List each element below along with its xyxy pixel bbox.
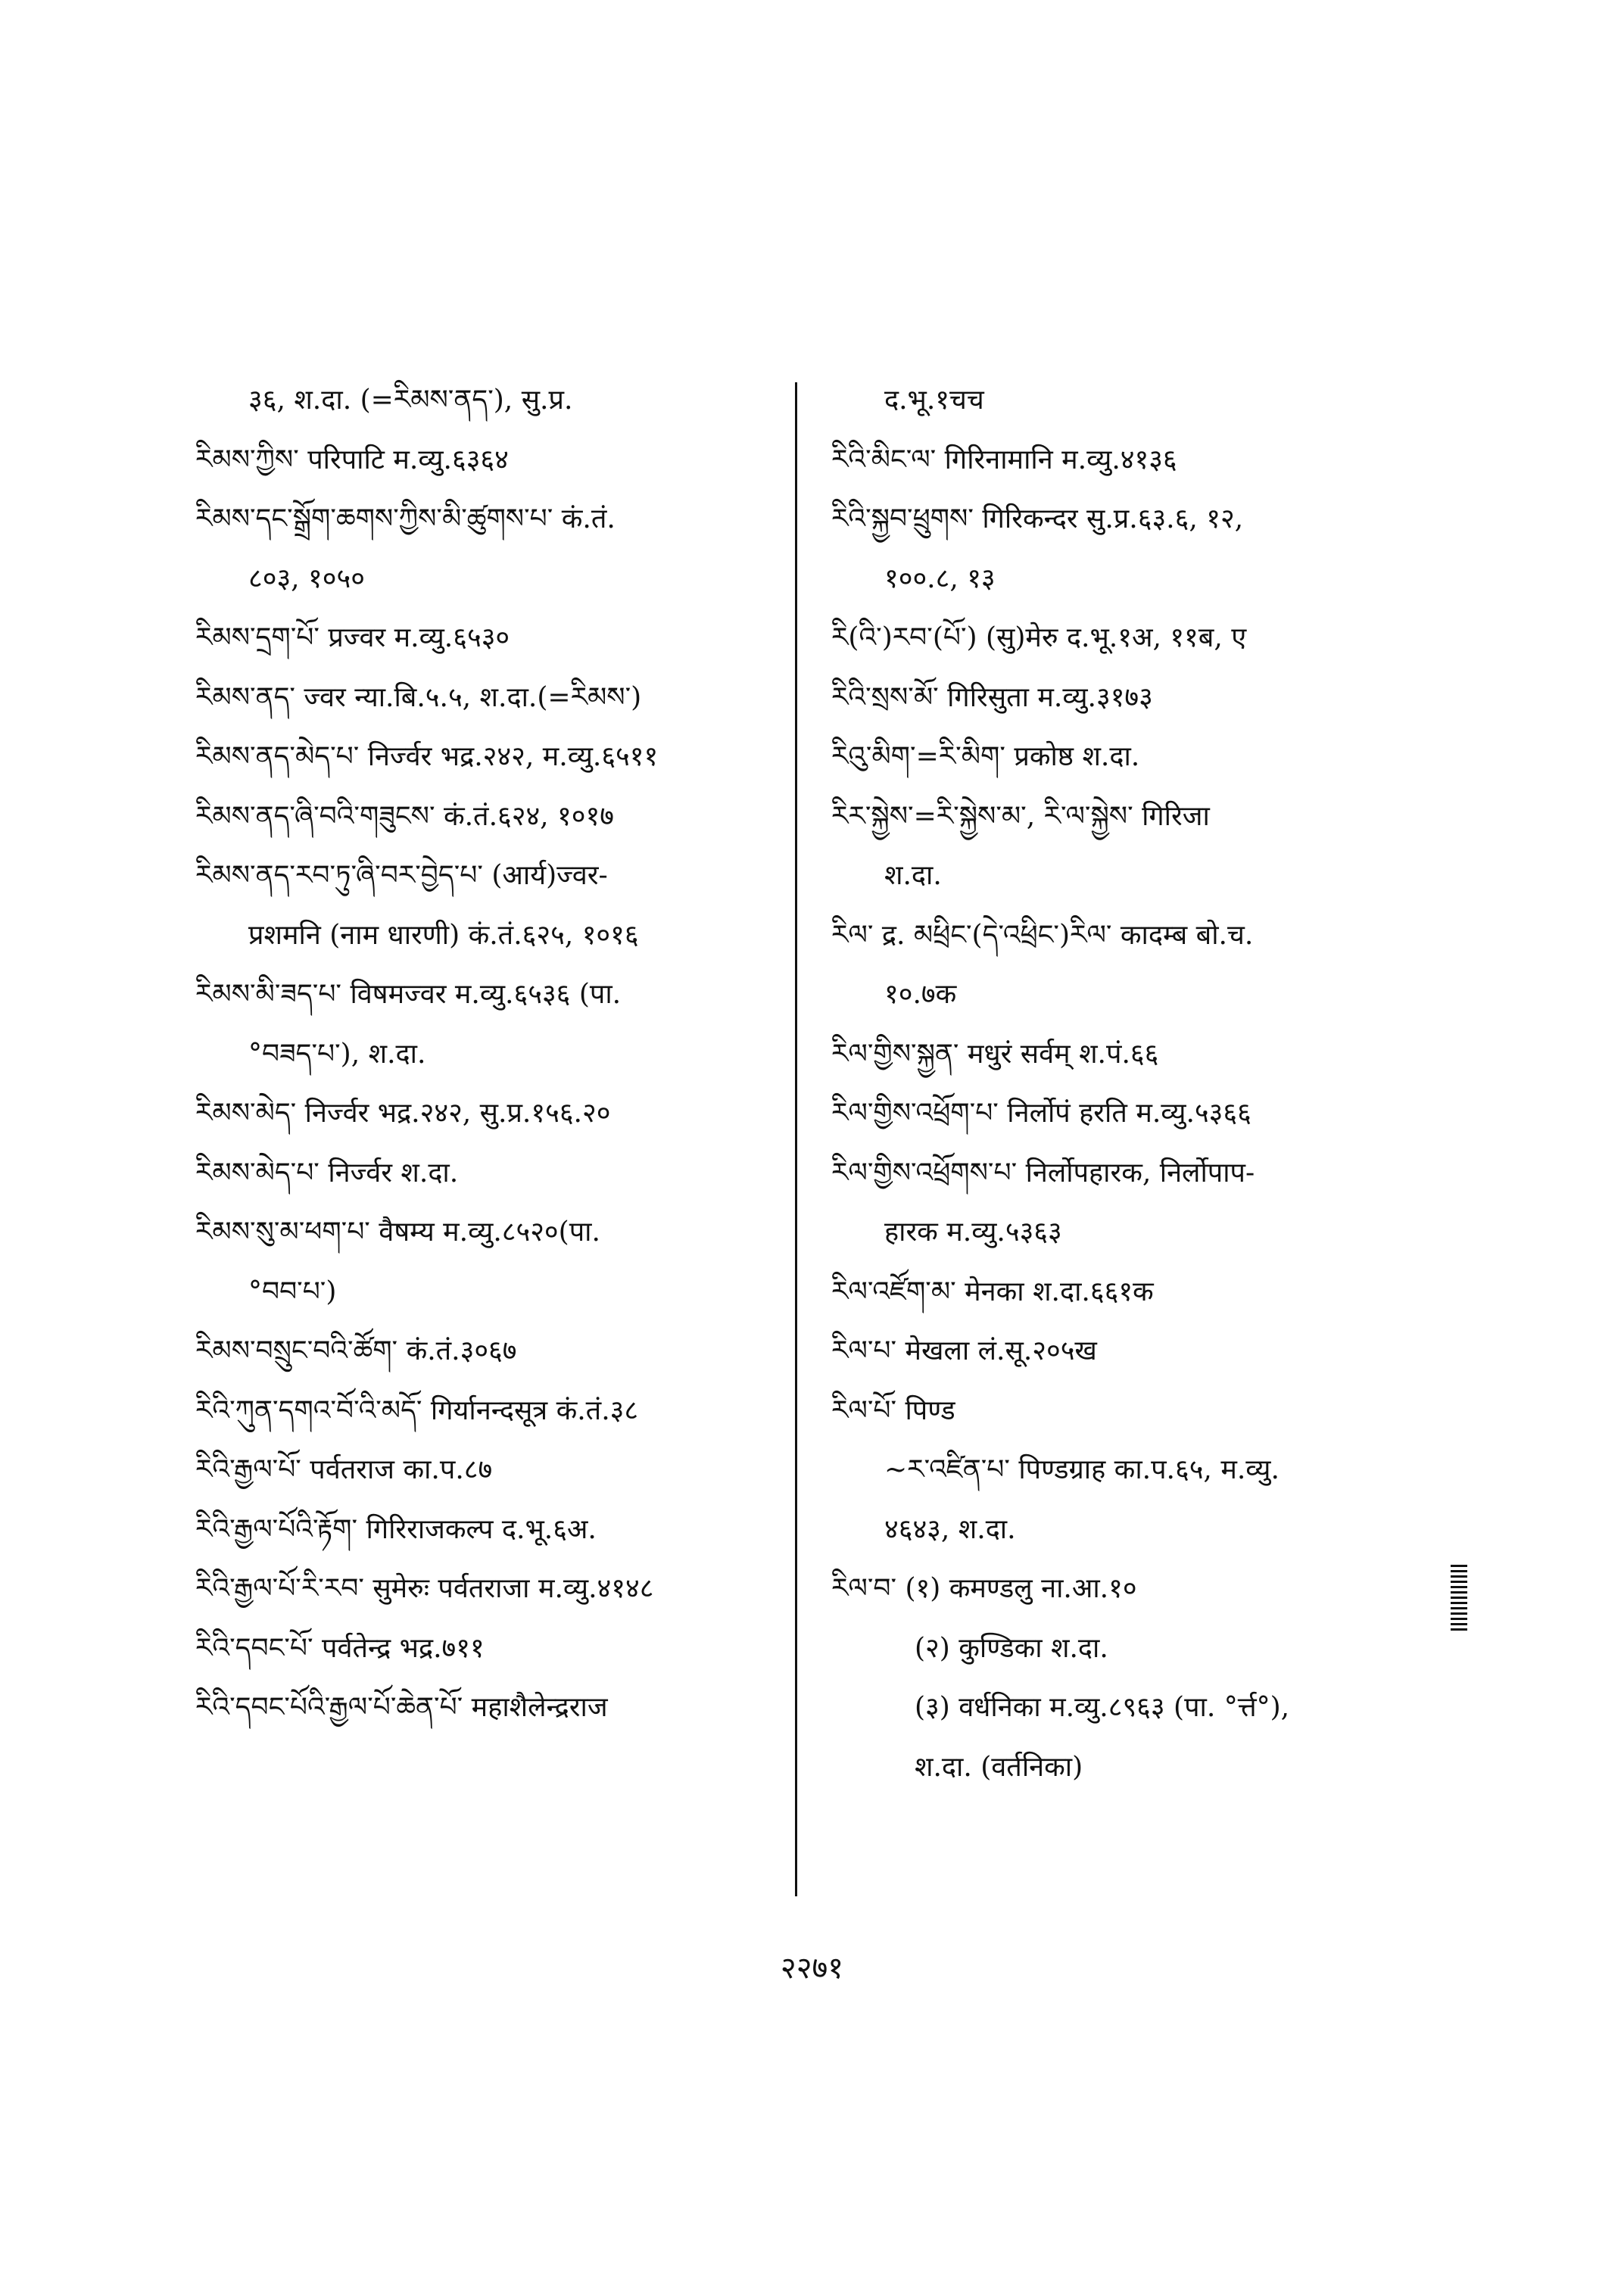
dictionary-entry-line: प्रशमनि (नाम धारणी) कं.तं.६२५, १०१६ — [248, 919, 639, 951]
dictionary-entry-line: °བབ་པ་) — [248, 1276, 337, 1307]
dictionary-entry-line: རིམས་མེད་ निर्ज्वर भद्र.२४२, सु.प्र.१५६.२० — [195, 1098, 611, 1129]
dictionary-entry-line: རི(འི་)རབ་(པོ་) (सु)मेरु द.भू.१अ, ११ब, ए — [831, 622, 1247, 653]
dictionary-entry-line: རིའི་སྐྱབ་ཕྲུགས་ गिरिकन्दर सु.प्र.६३.६, १२, — [831, 503, 1244, 534]
dictionary-entry-line: हारक म.व्यु.५३६३ — [884, 1217, 1062, 1248]
dictionary-entry-line: རིམས་ནད་མེད་པ་ निर्ज्वर भद्र.२४२, म.व्यु.६५११ — [195, 741, 659, 772]
dictionary-entry-line: རིམས་དྲག་པོ་ प्रज्वर म.व्यु.६५३० — [195, 622, 510, 653]
dictionary-entry-line: རིའུ་མིག་=རི་མིག་ प्रकोष्ठ श.दा. — [831, 741, 1140, 772]
dictionary-entry-line: རིའི་དབང་པོའི་རྒྱལ་པོ་ཆེན་པོ་ महाशैलेन्द्रराज — [195, 1692, 608, 1723]
dictionary-entry-line: རིའི་རྒྱལ་པོ་ पर्वतराज का.प.८७ — [195, 1454, 493, 1485]
dictionary-entry-line: ~ར་འཛིན་པ་ पिण्डग्राह का.प.६५, म.व्यु. — [884, 1454, 1280, 1485]
dictionary-entry-line: རིའི་རྒྱལ་པོའི་རྟོག་ गिरिराजकल्प द.भू.६अ. — [195, 1513, 597, 1545]
dictionary-entry-line: རིའི་སྲས་མོ་ गिरिसुता म.व्यु.३१७३ — [831, 681, 1153, 713]
dictionary-entry-line: (३) वर्धनिका म.व्यु.८९६३ (पा. °र्त्त°), — [915, 1692, 1290, 1723]
dictionary-entry-line: (२) कुण्डिका श.दा. — [915, 1632, 1108, 1664]
dictionary-entry-line: १००.८, १३ — [884, 562, 996, 594]
dictionary-entry-line: ८०३, १०५० — [248, 562, 365, 594]
dictionary-entry-line: द.भू.१चच — [884, 385, 984, 416]
dictionary-entry-line: རིམས་ནད་ ज्वर न्या.बि.५.५, श.दा.(=རིམས་) — [195, 681, 642, 713]
dictionary-entry-line: རིར་སྐྱེས་=རི་སྐྱེས་མ་, རི་ལ་སྐྱེས་ गिरिजा — [831, 800, 1210, 832]
dictionary-entry-line: རིའི་དབང་པོ་ पर्वतेन्द्र भद्र.७११ — [195, 1632, 485, 1664]
dictionary-entry-line: °བཟད་པ་), श.दा. — [248, 1038, 426, 1070]
dictionary-entry-line: རིལ་གྱིས་སྐྱན་ मधुरं सर्वम् श.पं.६६ — [831, 1038, 1159, 1070]
right-column — [831, 371, 1437, 1797]
left-column — [195, 371, 793, 1738]
dictionary-entry-line: རིམས་ཀྱིས་ परिपाटि म.व्यु.६३६४ — [195, 444, 509, 475]
dictionary-entry-line: श.दा. — [884, 860, 942, 891]
dictionary-entry-line: རིལ་འཛོག་མ་ मेनका श.दा.६६१क — [831, 1276, 1154, 1307]
dictionary-entry-line: རིམས་ནད་ཞི་བའི་གཟུངས་ कं.तं.६२४, १०१७ — [195, 800, 614, 832]
margin-mark — [1451, 1565, 1467, 1631]
dictionary-entry-line: རིམས་མི་ཟད་པ་ विषमज्वर म.व्यु.६५३६ (पा. — [195, 979, 622, 1010]
page-number: २२७१ — [780, 1951, 844, 1986]
dictionary-entry-line: རིལ་གྱིས་འཕྲོགས་པ་ निर्लोपहारक, निर्लोपाप- — [831, 1157, 1255, 1189]
dictionary-entry-line: རིལ་པ་ मेखला लं.सू.२०५ख — [831, 1335, 1097, 1366]
dictionary-entry-line: རིམས་དང་སྒྲོག་ཆགས་ཀྱིས་མི་ཚུགས་པ་ कं.तं. — [195, 503, 616, 534]
dictionary-entry-line: १०.७क — [884, 979, 957, 1010]
dictionary-entry-line: ३६, श.दा. (=རིམས་ནད་), सु.प्र. — [248, 385, 573, 416]
dictionary-entry-line: རིལ་གྱིས་འཕྲོག་པ་ निर्लोपं हरति म.व्यु.५३६६ — [831, 1098, 1252, 1129]
dictionary-entry-line: རིམས་བསྲུང་བའི་ཚོག་ कं.तं.३०६७ — [195, 1335, 517, 1366]
column-divider — [795, 382, 797, 1896]
dictionary-entry-line: རིའི་མིང་ལ་ गिरिनामानि म.व्यु.४१३६ — [831, 444, 1177, 475]
dictionary-entry-line: རིམས་མེད་པ་ निर्ज्वर श.दा. — [195, 1157, 459, 1189]
dictionary-entry-line: རིམས་སུ་མ་ཕག་པ་ वैषम्य म.व्यु.८५२०(पा. — [195, 1217, 600, 1248]
dictionary-entry-line: ४६४३, श.दा. — [884, 1513, 1016, 1545]
dictionary-entry-line: རིའི་རྒྱལ་པོ་རི་རབ་ सुमेरुः पर्वतराजा म.व्यु.४१४८ — [195, 1573, 654, 1604]
dictionary-entry-line: རིའི་ཀུན་དགའ་བོ་འི་མདོ་ गिर्यानन्दसूत्र कं.तं.३८ — [195, 1394, 639, 1426]
dictionary-entry-line: རིམས་ནད་རབ་ཏུ་ཞི་བར་བྱེད་པ་ (आर्य)ज्वर- — [195, 860, 608, 891]
dictionary-entry-line: རིལ་ द्र. མཕྲིང་(དེ་འཕྲིང་)རིལ་ कादम्ब बो.च. — [831, 919, 1254, 951]
dictionary-entry-line: རིལ་བ་ (१) कमण्डलु ना.आ.१० — [831, 1573, 1137, 1604]
dictionary-entry-line: རིལ་པོ་ पिण्ड — [831, 1394, 955, 1426]
dictionary-entry-line: श.दा. (वर्तनिका) — [915, 1751, 1083, 1783]
